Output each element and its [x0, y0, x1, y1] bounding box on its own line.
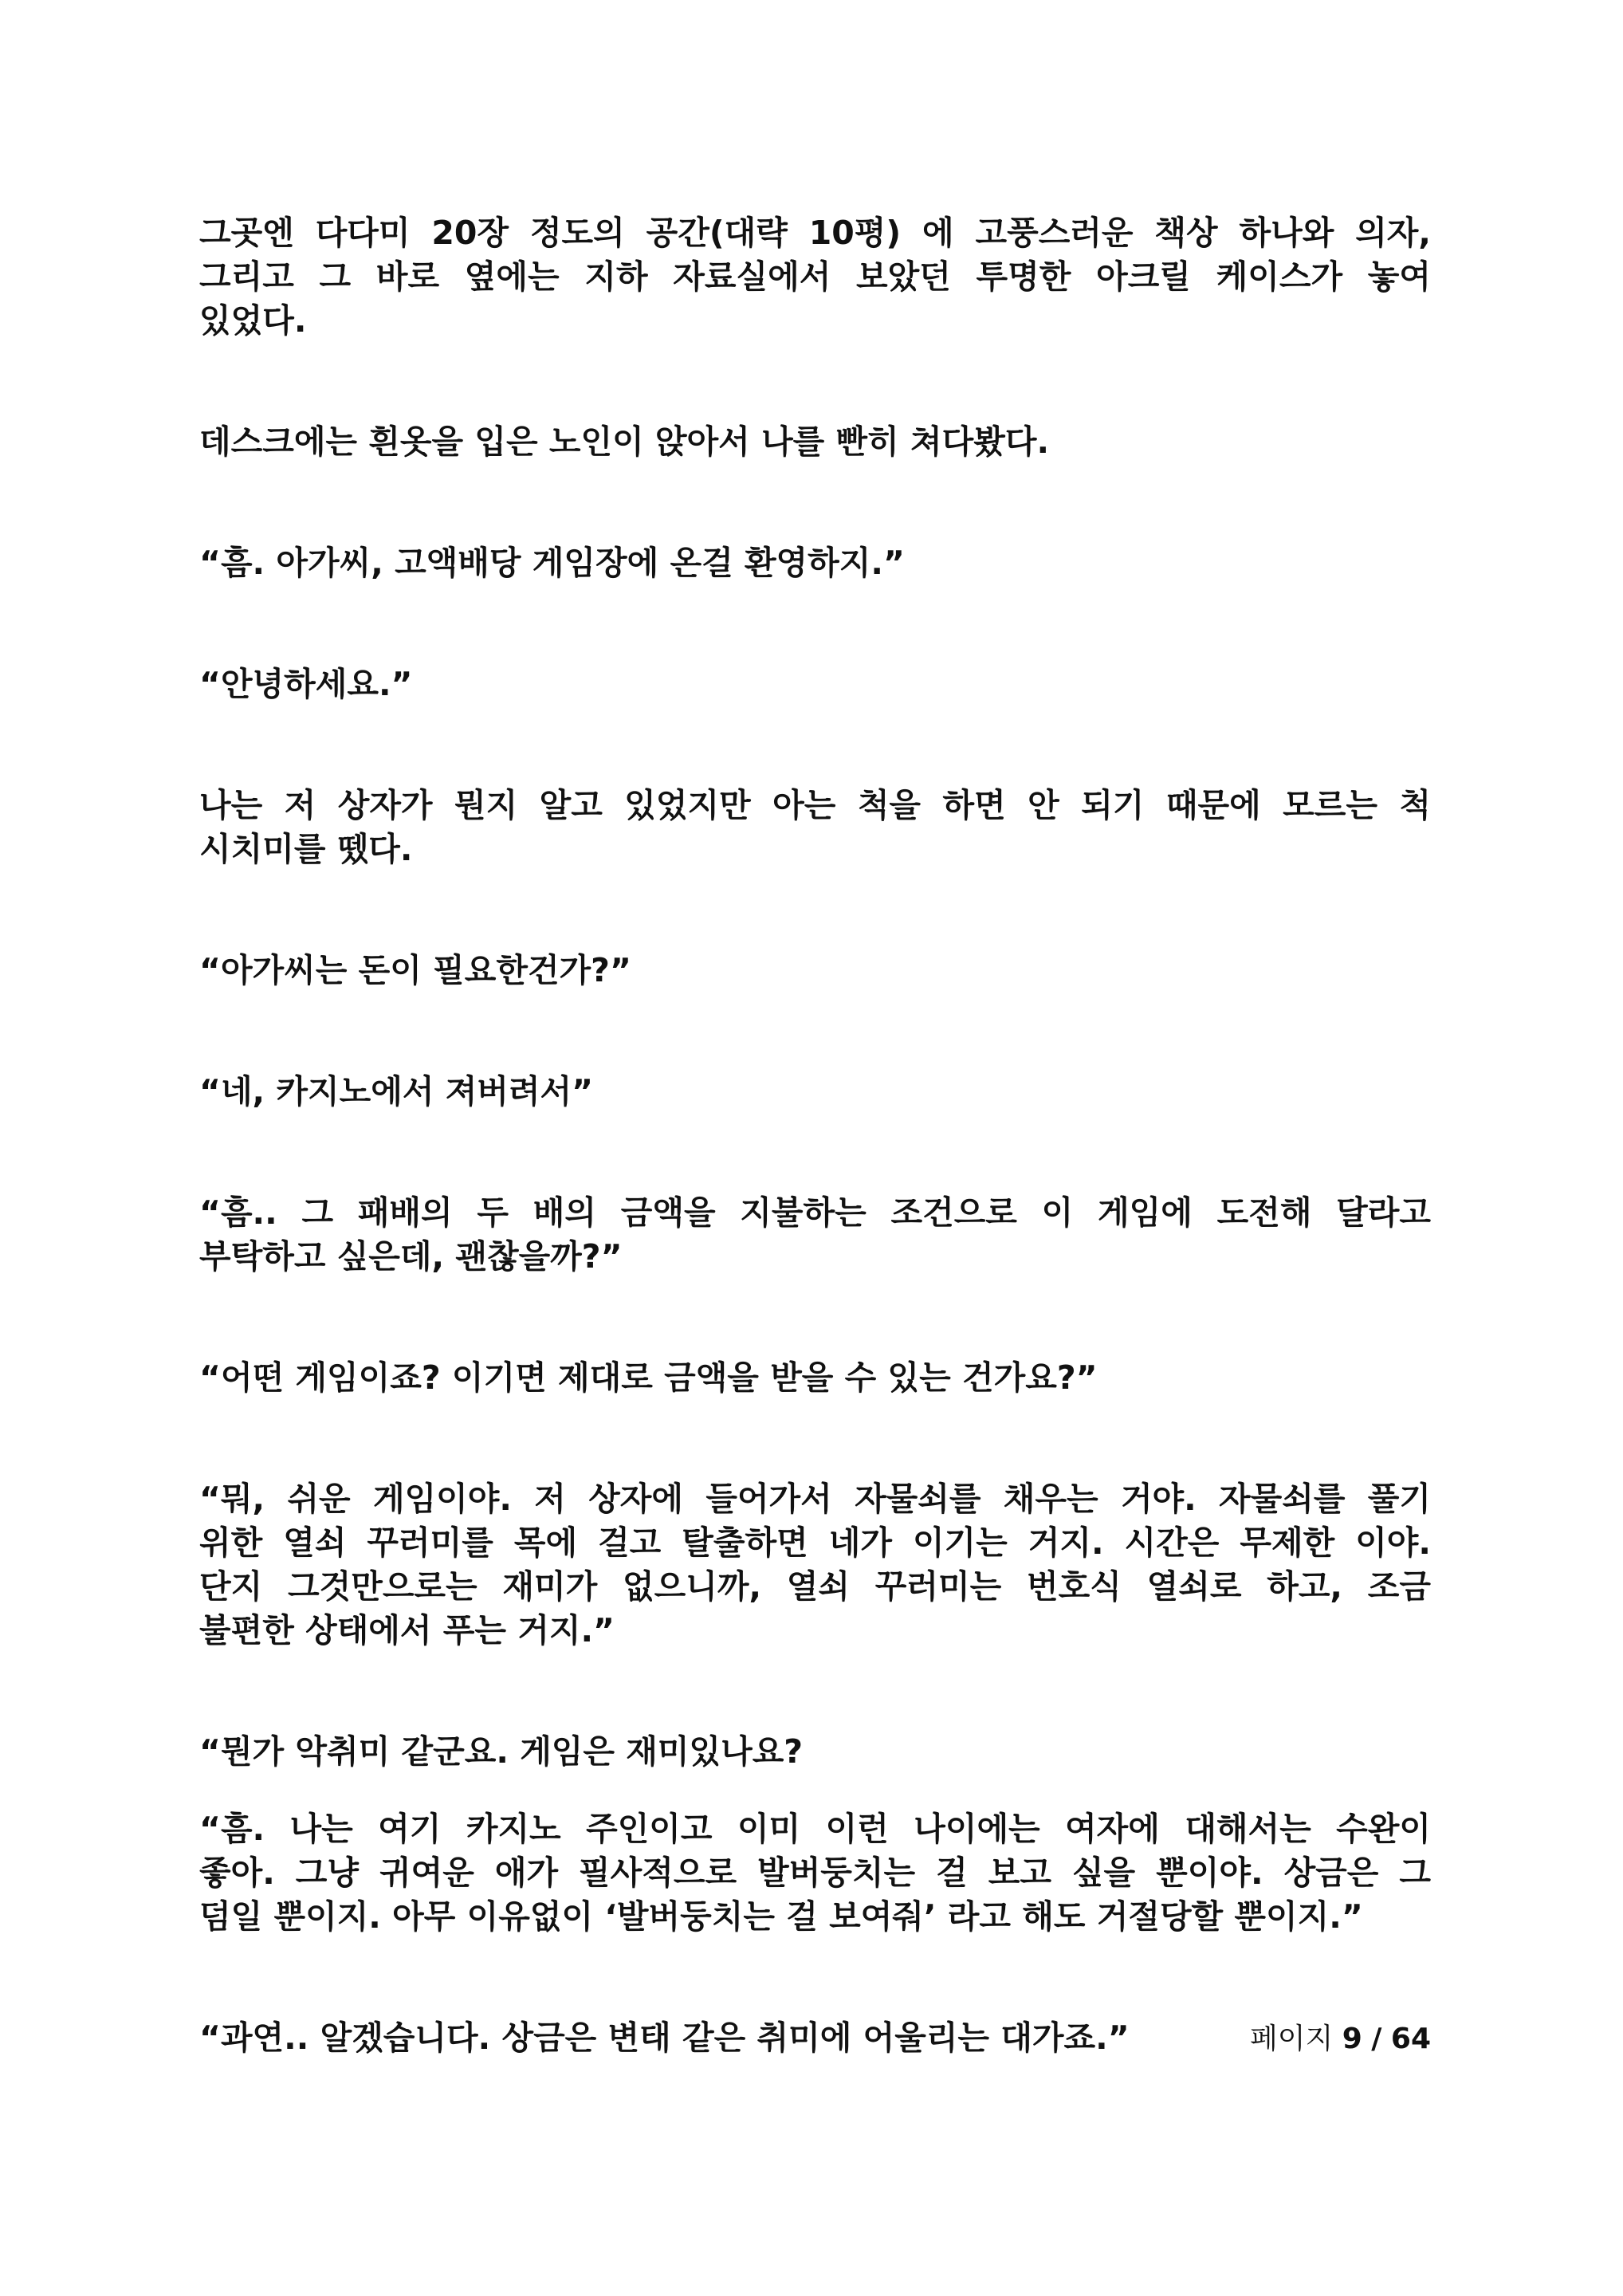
text-line: “아가씨는 돈이 필요한건가?” [199, 951, 631, 989]
text-line: 있었다. [199, 301, 307, 340]
page-separator: / [1371, 2023, 1382, 2055]
text-line: “어떤 게임이죠? 이기면 제대로 금액을 받을 수 있는 건가요?” [199, 1358, 1098, 1397]
paragraph [199, 949, 1431, 993]
text-line: “흠. 아가씨, 고액배당 게임장에 온걸 환영하지.” [199, 544, 905, 582]
text-line: 데스크에는 흰옷을 입은 노인이 앉아서 나를 빤히 쳐다봤다. [199, 423, 1050, 461]
text-line: 좋아. 그냥 귀여운 애가 필사적으로 발버둥치는 걸 보고 싶을 뿐이야. 상금은 그 [199, 1854, 1431, 1892]
paragraph [199, 541, 1431, 585]
page-number [1196, 2022, 1431, 2057]
text-line: 시치미를 뗐다. [199, 830, 413, 868]
text-line: 나는 저 상자가 뭔지 알고 있었지만 아는 척을 하면 안 되기 때문에 모르는 척 [199, 786, 1431, 824]
paragraph [199, 1070, 1431, 1114]
paragraph [199, 1356, 1431, 1400]
text-line: 부탁하고 싶은데, 괜찮을까?” [199, 1237, 623, 1276]
text-line: 위한 열쇠 꾸러미를 목에 걸고 탈출하면 네가 이기는 거지. 시간은 무제한 이야. [199, 1523, 1431, 1562]
text-line: “뭔가 악취미 같군요. 게임은 재미있나요? [199, 1732, 804, 1771]
text-line: 단지 그것만으로는 재미가 없으니까, 열쇠 꾸러미는 번호식 열쇠로 하고, 조금 [199, 1567, 1431, 1606]
text-line: “뭐, 쉬운 게임이야. 저 상자에 들어가서 자물쇠를 채우는 거야. 자물쇠를 풀기 [199, 1480, 1431, 1518]
text-line: “흠. 나는 여기 카지노 주인이고 이미 이런 나이에는 여자에 대해서는 수완이 [199, 1810, 1431, 1848]
paragraph [199, 1807, 1431, 1939]
text-line: 불편한 상태에서 푸는 거지.” [199, 1611, 615, 1649]
paragraph [199, 1191, 1431, 1279]
text-line: “안녕하세요.” [199, 665, 413, 703]
page-label: 페이지 [1249, 2023, 1334, 2055]
paragraph [199, 1730, 1431, 1774]
text-line: “과연.. 알겠습니다. 상금은 변태 같은 취미에 어울리는 대가죠.” [199, 2019, 1130, 2057]
text-line: “네, 카지노에서 져버려서” [199, 1072, 594, 1111]
paragraph [199, 1477, 1431, 1653]
total-pages: 64 [1390, 2023, 1431, 2055]
text-line: 그리고 그 바로 옆에는 지하 자료실에서 보았던 투명한 아크릴 케이스가 놓여 [199, 258, 1431, 296]
text-line: 덤일 뿐이지. 아무 이유없이 ‘발버둥치는 걸 보여줘’ 라고 해도 거절당할 뿐이지.” [199, 1897, 1363, 1936]
document-body [199, 211, 1431, 2060]
paragraph [199, 662, 1431, 706]
text-line: 그곳엔 다다미 20장 정도의 공간(대략 10평) 에 고풍스러운 책상 하나와 의자, [199, 214, 1431, 252]
text-line: “흠.. 그 패배의 두 배의 금액을 지불하는 조건으로 이 게임에 도전해 달라고 [199, 1193, 1431, 1232]
current-page: 9 [1342, 2023, 1362, 2055]
paragraph [199, 211, 1431, 343]
paragraph [199, 784, 1431, 871]
paragraph [199, 420, 1431, 464]
